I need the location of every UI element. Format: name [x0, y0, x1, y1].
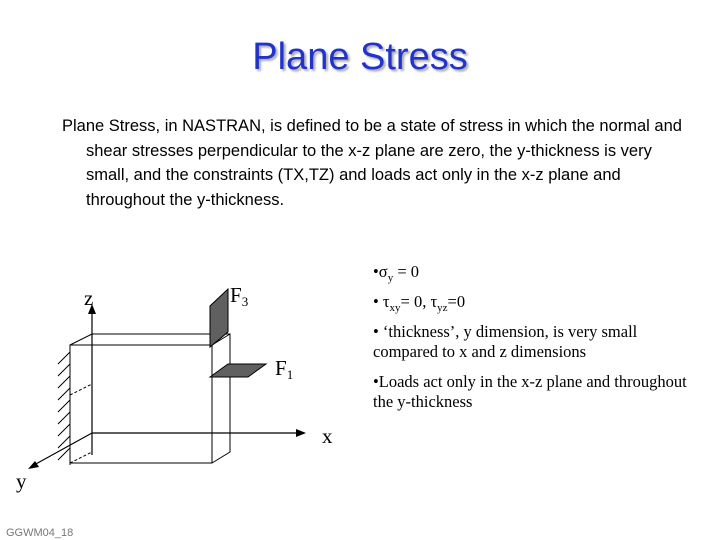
plate	[70, 334, 230, 463]
bullet-thickness: • ‘thickness’, y dimension, is very small compared to x and z dimensions	[373, 322, 638, 361]
force-f3-arrow	[210, 289, 228, 347]
slide-title: Plane Stress	[252, 36, 468, 78]
force-f1-arrow	[210, 364, 266, 377]
definition-paragraph: Plane Stress, in NASTRAN, is defined to be a state of stress in which the normal and shear stresses perpendicular to the x-z plane are zero, the y-thickness is very small, and the constraints (TX,TZ) and loads act only in the x-z plane and throughout the y-thickness.	[62, 117, 682, 209]
x-axis-label: x	[322, 424, 333, 448]
bullet-tau: • $\tau_{xy}= 0$, $\tau_{yz}=0$	[373, 292, 466, 314]
z-axis-label: z	[84, 286, 94, 310]
y-axis-label: y	[16, 469, 27, 493]
bullet-loads: •Loads act only in the x-z plane and throughout the y-thickness	[373, 372, 687, 411]
force-f1-label: $F_1$	[275, 356, 294, 382]
slide-footer: GGWM04_18	[6, 527, 74, 539]
bullet-list	[373, 262, 693, 422]
force-f3-label: $F_3$	[230, 283, 249, 309]
fixed-wall	[58, 345, 70, 465]
bullet-sigma-y: $•\sigma_y = 0$	[373, 262, 419, 284]
y-axis	[28, 433, 92, 469]
